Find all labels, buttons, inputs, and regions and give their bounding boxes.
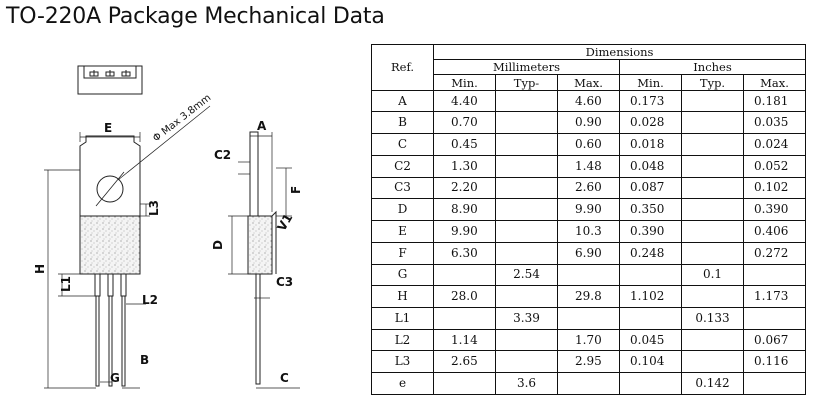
value-cell-in-min: 0.173 (620, 90, 682, 112)
label-c2-dim: C2 (214, 148, 232, 162)
value-cell-in-min (620, 307, 682, 329)
value-cell-in-min: 0.018 (620, 134, 682, 156)
value-cell-in-max (744, 373, 806, 395)
value-cell-mm-min: 9.90 (434, 221, 496, 243)
value-cell-in-min (620, 373, 682, 395)
sub-header: Min. (434, 75, 496, 90)
value-cell-mm-typ: 3.39 (496, 307, 558, 329)
value-cell-in-typ (682, 221, 744, 243)
side-view (228, 132, 300, 388)
ref-cell: C (372, 134, 434, 156)
value-cell-in-min: 0.087 (620, 177, 682, 199)
value-cell-mm-max (558, 264, 620, 286)
value-cell-mm-typ (496, 134, 558, 156)
sub-header: Typ. (682, 75, 744, 90)
value-cell-mm-min: 0.70 (434, 112, 496, 134)
label-hole: Φ Max 3.8mm (151, 92, 214, 145)
sub-header: Max. (744, 75, 806, 90)
value-cell-mm-typ (496, 199, 558, 221)
value-cell-in-typ: 0.1 (682, 264, 744, 286)
value-cell-in-typ (682, 112, 744, 134)
value-cell-in-max: 0.406 (744, 221, 806, 243)
value-cell-mm-typ (496, 351, 558, 373)
value-cell-mm-min (434, 307, 496, 329)
sub-header: Max. (558, 75, 620, 90)
ref-cell: C2 (372, 155, 434, 177)
package-drawing (0, 36, 364, 414)
value-cell-in-min: 0.390 (620, 221, 682, 243)
ref-cell: D (372, 199, 434, 221)
label-g-dim: G (110, 371, 120, 385)
ref-cell: H (372, 286, 434, 308)
value-cell-in-max: 0.116 (744, 351, 806, 373)
value-cell-in-max (744, 307, 806, 329)
value-cell-in-typ (682, 199, 744, 221)
value-cell-in-min: 0.048 (620, 155, 682, 177)
value-cell-mm-max: 1.48 (558, 155, 620, 177)
table-row (372, 307, 806, 329)
value-cell-in-max: 0.067 (744, 329, 806, 351)
label-d-dim: D (211, 240, 225, 250)
table-row (372, 329, 806, 351)
table-row (372, 221, 806, 243)
ref-cell: L2 (372, 329, 434, 351)
table-row (372, 286, 806, 308)
table-row (372, 112, 806, 134)
label-e-dim: E (104, 121, 113, 135)
label-a-dim: A (257, 119, 267, 133)
value-cell-mm-min: 6.30 (434, 242, 496, 264)
value-cell-mm-typ (496, 177, 558, 199)
label-f-dim: F (289, 185, 303, 194)
value-cell-mm-typ: 3.6 (496, 373, 558, 395)
table-row (372, 199, 806, 221)
value-cell-in-typ (682, 155, 744, 177)
label-l3-dim: L3 (147, 200, 161, 216)
label-h-dim: H (33, 263, 47, 274)
value-cell-mm-max: 1.70 (558, 329, 620, 351)
value-cell-mm-typ (496, 242, 558, 264)
value-cell-mm-min: 1.30 (434, 155, 496, 177)
value-cell-mm-min: 2.20 (434, 177, 496, 199)
value-cell-mm-max: 4.60 (558, 90, 620, 112)
label-c3-dim: C3 (276, 275, 294, 289)
value-cell-in-typ (682, 351, 744, 373)
value-cell-mm-typ (496, 155, 558, 177)
value-cell-mm-max (558, 307, 620, 329)
value-cell-mm-min: 1.14 (434, 329, 496, 351)
value-cell-in-min: 0.248 (620, 242, 682, 264)
value-cell-in-typ (682, 329, 744, 351)
table-row (372, 90, 806, 112)
top-view (78, 66, 142, 94)
table-row (372, 242, 806, 264)
value-cell-mm-min (434, 264, 496, 286)
table-row (372, 351, 806, 373)
ref-cell: e (372, 373, 434, 395)
label-b-dim: B (140, 353, 150, 367)
value-cell-mm-max: 29.8 (558, 286, 620, 308)
value-cell-in-max: 0.035 (744, 112, 806, 134)
value-cell-in-typ: 0.142 (682, 373, 744, 395)
ref-cell: F (372, 242, 434, 264)
value-cell-mm-min: 4.40 (434, 90, 496, 112)
value-cell-mm-min: 0.45 (434, 134, 496, 156)
value-cell-in-min: 0.028 (620, 112, 682, 134)
value-cell-in-max: 0.272 (744, 242, 806, 264)
value-cell-in-min: 0.045 (620, 329, 682, 351)
value-cell-mm-max: 0.90 (558, 112, 620, 134)
value-cell-mm-max (558, 373, 620, 395)
value-cell-in-typ (682, 177, 744, 199)
page-title: TO-220A Package Mechanical Data (6, 4, 385, 29)
sub-header: Min. (620, 75, 682, 90)
ref-cell: L3 (372, 351, 434, 373)
table-row (372, 373, 806, 395)
value-cell-in-max: 0.181 (744, 90, 806, 112)
inches-header: Inches (620, 60, 806, 75)
value-cell-mm-typ (496, 329, 558, 351)
value-cell-mm-typ (496, 221, 558, 243)
ref-cell: L1 (372, 307, 434, 329)
value-cell-mm-typ (496, 112, 558, 134)
value-cell-in-min: 1.102 (620, 286, 682, 308)
millimeters-header: Millimeters (434, 60, 620, 75)
value-cell-mm-typ (496, 286, 558, 308)
value-cell-in-max: 0.102 (744, 177, 806, 199)
value-cell-mm-max: 6.90 (558, 242, 620, 264)
value-cell-mm-typ (496, 90, 558, 112)
table-row (372, 134, 806, 156)
value-cell-in-typ (682, 134, 744, 156)
value-cell-in-min (620, 264, 682, 286)
value-cell-in-min: 0.104 (620, 351, 682, 373)
value-cell-mm-min: 28.0 (434, 286, 496, 308)
value-cell-mm-typ: 2.54 (496, 264, 558, 286)
value-cell-in-max: 0.052 (744, 155, 806, 177)
dimensions-rows (372, 90, 806, 394)
value-cell-mm-min: 2.65 (434, 351, 496, 373)
value-cell-mm-max: 10.3 (558, 221, 620, 243)
ref-cell: C3 (372, 177, 434, 199)
value-cell-mm-max: 0.60 (558, 134, 620, 156)
ref-cell: B (372, 112, 434, 134)
value-cell-in-min: 0.350 (620, 199, 682, 221)
value-cell-mm-max: 2.60 (558, 177, 620, 199)
value-cell-in-max: 0.390 (744, 199, 806, 221)
table-row (372, 177, 806, 199)
value-cell-mm-min (434, 373, 496, 395)
value-cell-in-typ: 0.133 (682, 307, 744, 329)
ref-cell: A (372, 90, 434, 112)
table-row (372, 264, 806, 286)
front-view (44, 106, 210, 388)
ref-header: Ref. (372, 45, 434, 91)
label-l1-dim: L1 (59, 276, 73, 292)
value-cell-mm-max: 2.95 (558, 351, 620, 373)
value-cell-in-max: 1.173 (744, 286, 806, 308)
sub-header: Typ- (496, 75, 558, 90)
value-cell-in-max (744, 264, 806, 286)
label-v1-dim: V1 (274, 211, 296, 234)
ref-cell: E (372, 221, 434, 243)
table-row (372, 155, 806, 177)
value-cell-in-typ (682, 242, 744, 264)
value-cell-in-max: 0.024 (744, 134, 806, 156)
label-l2-dim: L2 (142, 293, 158, 307)
value-cell-mm-min: 8.90 (434, 199, 496, 221)
label-c-dim: C (280, 371, 289, 385)
value-cell-in-typ (682, 286, 744, 308)
value-cell-in-typ (682, 90, 744, 112)
ref-cell: G (372, 264, 434, 286)
value-cell-mm-max: 9.90 (558, 199, 620, 221)
dimensions-header: Dimensions (434, 45, 806, 60)
dimensions-table (371, 44, 806, 395)
